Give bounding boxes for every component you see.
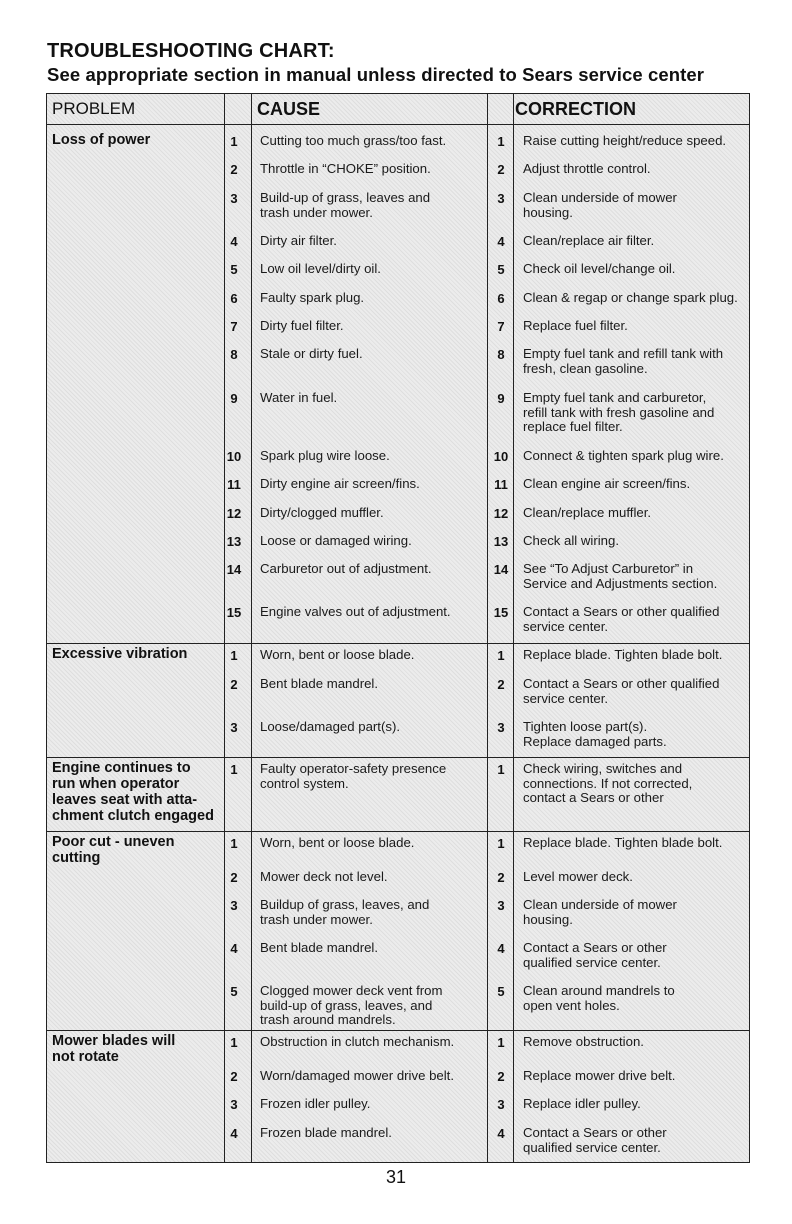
cause-text: Faulty operator-safety presence control system. xyxy=(260,761,447,791)
cause-number: 5 xyxy=(230,984,238,999)
correction-text: Clean/replace muffler. xyxy=(523,505,652,520)
cause-number: 9 xyxy=(230,391,238,406)
correction-number: 1 xyxy=(497,648,505,663)
correction-text: Clean underside of mower housing. xyxy=(523,897,677,927)
correction-text: Empty fuel tank and carburetor, refill tank with fresh gasoline and replace fuel filter. xyxy=(523,390,715,434)
page-title: TROUBLESHOOTING CHART: xyxy=(47,40,335,62)
correction-text: Contact a Sears or other qualified service center. xyxy=(523,604,720,634)
correction-text: Replace fuel filter. xyxy=(523,318,628,333)
correction-text: Empty fuel tank and refill tank with fresh, clean gasoline. xyxy=(523,346,724,376)
correction-text: Contact a Sears or other qualified service center. xyxy=(523,1125,667,1155)
correction-text: Clean & regap or change spark plug. xyxy=(523,290,738,305)
cause-text: Faulty spark plug. xyxy=(260,290,365,305)
correction-text: Adjust throttle control. xyxy=(523,161,651,176)
correction-number: 3 xyxy=(497,1097,505,1112)
cause-text: Stale or dirty fuel. xyxy=(260,346,363,361)
correction-text: Check all wiring. xyxy=(523,533,620,548)
correction-text: Check wiring, switches and connections. If not corrected, contact a Sears or other xyxy=(523,761,693,805)
cause-number: 1 xyxy=(230,836,238,851)
column-divider xyxy=(224,94,225,1162)
column-divider xyxy=(513,94,514,1162)
problem-label: Mower blades will not rotate xyxy=(52,1033,176,1065)
cause-number: 8 xyxy=(230,347,238,362)
correction-text: Contact a Sears or other qualified service center. xyxy=(523,676,720,706)
correction-number: 4 xyxy=(497,941,505,956)
cause-number: 4 xyxy=(230,941,238,956)
correction-text: Tighten loose part(s). Replace damaged parts. xyxy=(523,719,667,749)
correction-number: 1 xyxy=(497,762,505,777)
correction-number: 11 xyxy=(494,477,508,492)
cause-text: Engine valves out of adjustment. xyxy=(260,604,451,619)
correction-text: Connect & tighten spark plug wire. xyxy=(523,448,724,463)
section-divider xyxy=(47,643,749,644)
correction-text: Replace mower drive belt. xyxy=(523,1068,676,1083)
cause-text: Worn, bent or loose blade. xyxy=(260,835,415,850)
cause-text: Frozen idler pulley. xyxy=(260,1096,371,1111)
page-subtitle: See appropriate section in manual unless directed to Sears service center xyxy=(47,64,705,85)
correction-text: Check oil level/change oil. xyxy=(523,261,676,276)
correction-text: Clean engine air screen/fins. xyxy=(523,476,691,491)
correction-number: 1 xyxy=(497,1035,505,1050)
correction-number: 9 xyxy=(497,391,505,406)
cause-text: Carburetor out of adjustment. xyxy=(260,561,432,576)
section-divider xyxy=(47,757,749,758)
cause-text: Frozen blade mandrel. xyxy=(260,1125,392,1140)
problem-label: Loss of power xyxy=(52,132,151,148)
cause-number: 4 xyxy=(230,1126,238,1141)
header-cause: CAUSE xyxy=(257,99,321,119)
correction-number: 3 xyxy=(497,191,505,206)
correction-text: Contact a Sears or other qualified service center. xyxy=(523,940,667,970)
cause-text: Bent blade mandrel. xyxy=(260,676,379,691)
cause-text: Dirty/clogged muffler. xyxy=(260,505,384,520)
correction-text: Replace blade. Tighten blade bolt. xyxy=(523,647,723,662)
cause-number: 4 xyxy=(230,234,238,249)
column-divider xyxy=(251,94,252,1162)
cause-number: 11 xyxy=(227,477,241,492)
troubleshooting-table xyxy=(46,93,750,1163)
correction-number: 6 xyxy=(497,291,505,306)
page-number: 31 xyxy=(385,1167,407,1187)
cause-text: Loose or damaged wiring. xyxy=(260,533,412,548)
problem-label: Engine continues to run when operator leaves seat with atta- chment clutch engaged xyxy=(52,760,214,824)
cause-text: Buildup of grass, leaves, and trash under mower. xyxy=(260,897,430,927)
correction-number: 2 xyxy=(497,677,505,692)
correction-number: 3 xyxy=(497,898,505,913)
correction-text: Replace blade. Tighten blade bolt. xyxy=(523,835,723,850)
cause-number: 2 xyxy=(230,162,238,177)
correction-text: Level mower deck. xyxy=(523,869,633,884)
correction-number: 4 xyxy=(497,234,505,249)
cause-number: 2 xyxy=(230,677,238,692)
cause-text: Water in fuel. xyxy=(260,390,338,405)
cause-text: Build-up of grass, leaves and trash under mower. xyxy=(260,190,431,220)
correction-number: 5 xyxy=(497,984,505,999)
correction-number: 12 xyxy=(493,506,509,521)
cause-number: 2 xyxy=(230,870,238,885)
correction-text: Replace idler pulley. xyxy=(523,1096,641,1111)
cause-text: Dirty air filter. xyxy=(260,233,337,248)
cause-text: Obstruction in clutch mechanism. xyxy=(260,1034,455,1049)
correction-number: 15 xyxy=(493,605,509,620)
correction-number: 10 xyxy=(493,449,509,464)
correction-number: 8 xyxy=(497,347,505,362)
cause-number: 1 xyxy=(230,648,238,663)
correction-number: 2 xyxy=(497,870,505,885)
cause-number: 10 xyxy=(226,449,242,464)
cause-text: Cutting too much grass/too fast. xyxy=(260,133,447,148)
cause-text: Mower deck not level. xyxy=(260,869,388,884)
correction-text: Clean around mandrels to open vent holes. xyxy=(523,983,675,1013)
correction-number: 14 xyxy=(493,562,509,577)
header-divider xyxy=(47,124,749,125)
cause-number: 3 xyxy=(230,898,238,913)
correction-number: 13 xyxy=(493,534,509,549)
header-problem: PROBLEM xyxy=(52,99,136,118)
problem-label: Excessive vibration xyxy=(52,646,188,662)
cause-text: Dirty engine air screen/fins. xyxy=(260,476,420,491)
cause-text: Worn, bent or loose blade. xyxy=(260,647,415,662)
correction-number: 2 xyxy=(497,162,505,177)
problem-label: Poor cut - uneven cutting xyxy=(52,834,175,866)
cause-number: 13 xyxy=(226,534,242,549)
section-divider xyxy=(47,1030,749,1031)
correction-number: 2 xyxy=(497,1069,505,1084)
cause-number: 3 xyxy=(230,1097,238,1112)
cause-text: Worn/damaged mower drive belt. xyxy=(260,1068,454,1083)
cause-text: Clogged mower deck vent from build-up of grass, leaves, and trash around mandrels. xyxy=(260,983,443,1027)
cause-number: 1 xyxy=(230,134,238,149)
correction-text: See “To Adjust Carburetor” in Service and Adjustments section. xyxy=(523,561,718,591)
correction-text: Raise cutting height/reduce speed. xyxy=(523,133,727,148)
correction-text: Clean/replace air filter. xyxy=(523,233,655,248)
cause-number: 6 xyxy=(230,291,238,306)
cause-text: Spark plug wire loose. xyxy=(260,448,390,463)
correction-number: 5 xyxy=(497,262,505,277)
cause-number: 1 xyxy=(230,762,238,777)
correction-number: 4 xyxy=(497,1126,505,1141)
correction-number: 1 xyxy=(497,134,505,149)
cause-number: 14 xyxy=(226,562,242,577)
cause-number: 3 xyxy=(230,720,238,735)
header-correction: CORRECTION xyxy=(515,99,636,119)
cause-number: 1 xyxy=(230,1035,238,1050)
cause-number: 12 xyxy=(226,506,242,521)
correction-text: Remove obstruction. xyxy=(523,1034,644,1049)
cause-number: 2 xyxy=(230,1069,238,1084)
correction-text: Clean underside of mower housing. xyxy=(523,190,677,220)
cause-number: 7 xyxy=(230,319,238,334)
section-divider xyxy=(47,831,749,832)
correction-number: 7 xyxy=(497,319,505,334)
cause-number: 5 xyxy=(230,262,238,277)
cause-text: Dirty fuel filter. xyxy=(260,318,344,333)
correction-number: 1 xyxy=(497,836,505,851)
cause-text: Bent blade mandrel. xyxy=(260,940,379,955)
cause-number: 3 xyxy=(230,191,238,206)
cause-text: Loose/damaged part(s). xyxy=(260,719,401,734)
cause-number: 15 xyxy=(226,605,242,620)
correction-number: 3 xyxy=(497,720,505,735)
cause-text: Throttle in “CHOKE” position. xyxy=(260,161,431,176)
cause-text: Low oil level/dirty oil. xyxy=(260,261,381,276)
